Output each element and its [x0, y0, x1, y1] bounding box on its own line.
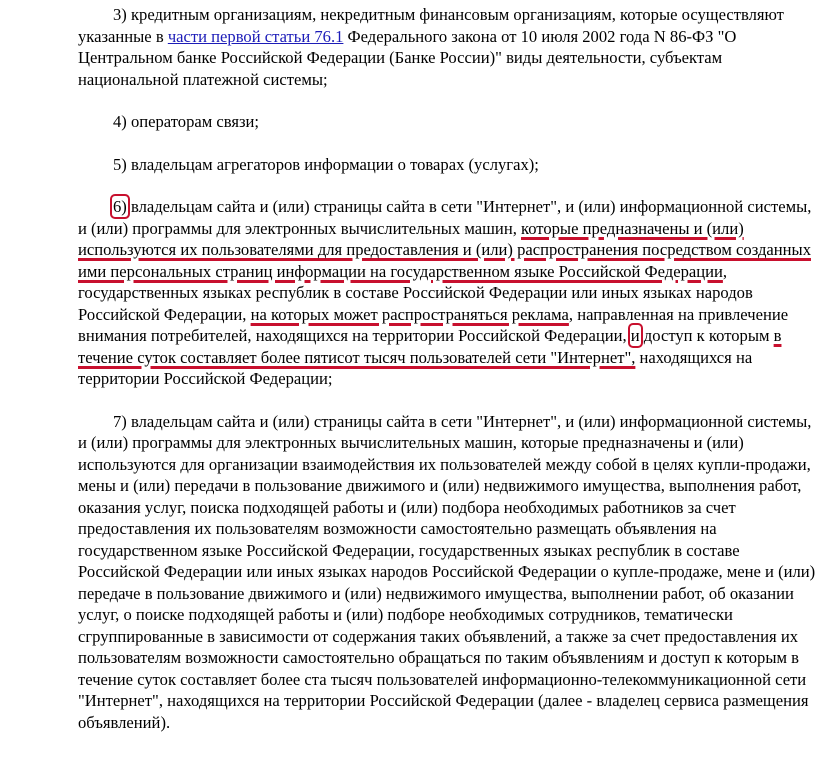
item-5-text: 5) владельцам агрегаторов информации о товарах (услугах);: [113, 154, 539, 174]
paragraph-item-6: [0, 196, 830, 390]
item-3-text-end: Федерального закона от 10 июля 2002 года N 86-ФЗ "О Центральном банке Российской Федерации (Банке России)" виды деятельности, субъектам национальной платежной системы;: [78, 26, 737, 89]
item-3-text-start: 3) кредитным организациям, некредитным финансовым организациям, которые осуществляют указанные в: [78, 5, 784, 46]
item-6-number-box: 6): [113, 197, 127, 216]
highlight-advertising-underline: на которых может распространяться реклама: [250, 304, 569, 324]
article-76-1-link[interactable]: части первой статьи 76.1: [167, 26, 344, 46]
paragraph-item-4: [0, 111, 830, 133]
item-6-text-2: , государственных языках республик в составе Российской Федерации или иных языках народов Российской Федерации,: [78, 261, 753, 324]
item-6-text-5: находящихся на территории Российской Федерации;: [78, 347, 753, 388]
item-4-text: 4) операторам связи;: [113, 112, 260, 131]
paragraph-item-3: [0, 4, 830, 90]
highlight-purpose-underline: которые предназначены и (или) используются их пользователями для предоставления и (или) распространения посредством созданных ими персональных страниц информации на государственном языке Российской Федерации: [78, 218, 811, 281]
highlight-audience-underline: в течение суток составляет более пятисот тысяч пользователей сети "Интернет",: [78, 326, 782, 367]
item-7-text: 7) владельцам сайта и (или) страницы сайта в сети "Интернет", и (или) информационной системы, и (или) программы для электронных вычислительных машин, которые предназначены и (или) используются для организации взаимодействия их пользователей между собой в целях купли-продажи, мены и (или) передачи в пользование движимого и (или) недвижимого имущества, выполнения работ, оказания услуг, поиска подходящей работы и (или) подбора необходимых работников за счет предоставления их пользователям возможности самостоятельно размещать объявления на государственном языке Российской Федерации, государственных языках республик в составе Российской Федерации или иных языках народов Российской Федерации о купле-продаже, мене и (или) передаче в пользование движимого и (или) недвижимого имущества, выполнении работ, об оказании услуг, о поиске подходящей работы и (или) подборе необходимых сотрудников, тематически сгруппированные в зависимости от содержания таких объявлений, а также за счет предоставления их пользователям возможности самостоятельно обращаться по таким объявлениям и доступ к которым в течение суток составляет более ста тысяч пользователей информационно-телекоммуникационной сети "Интернет", находящихся на территории Российской Федерации (далее - владелец сервиса размещения объявлений).: [78, 411, 816, 732]
paragraph-item-7: [0, 411, 830, 734]
item-6-text-3: , направленная на привлечение внимания потребителей, находящихся на территории Российской Федерации,: [78, 304, 789, 345]
item-6-text-4: доступ к которым: [639, 326, 774, 345]
conjunction-and-box: и: [630, 326, 640, 345]
item-6-text-1: владельцам сайта и (или) страницы сайта в сети "Интернет", и (или) информационной системы, и (или) программы для электронных вычислительных машин,: [78, 197, 812, 238]
paragraph-item-5: [0, 154, 830, 176]
